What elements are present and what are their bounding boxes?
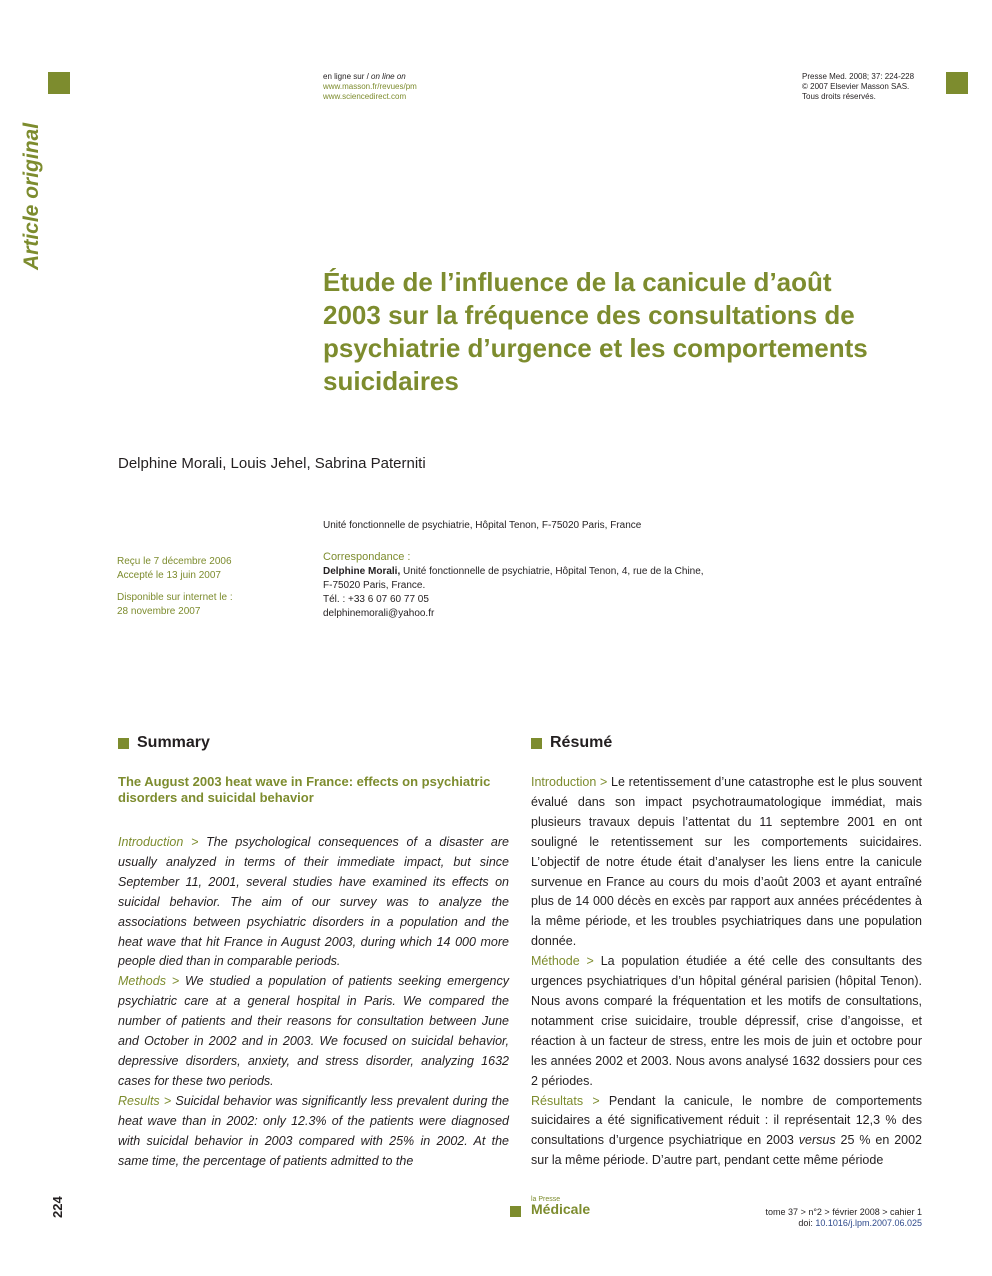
correspondence-address: Unité fonctionnelle de psychiatrie, Hôpital Tenon, 4, rue de la Chine, [400,566,704,577]
resume-resultats [531,1092,922,1172]
section-label: Résultats > [531,1093,600,1108]
resume-heading [531,734,612,752]
online-availability [323,72,417,102]
masson-link[interactable]: www.masson.fr/revues/pm [323,82,417,91]
corner-marker-left [48,72,70,94]
correspondence-block [323,550,753,621]
section-label: Introduction > [531,775,608,789]
accepted-date: Accepté le 13 juin 2007 [117,570,221,581]
summary-results [118,1092,509,1172]
online-date-label: Disponible sur internet le : [117,592,233,603]
doi-label: doi: [798,1218,816,1228]
online-prefix: en ligne sur / [323,72,369,81]
article-dates [117,555,233,619]
logo-square-icon [510,1206,521,1217]
resume-heading-text: Résumé [550,734,613,751]
resume-introduction [531,773,922,952]
paragraph-text: La population étudiée a été celle des consultants des urgences psychiatriques d’un hôpital général parisien (hôpital Tenon). Nous avons comparé la fréquentation et les motifs de consultations, notamment crise suicidaire, trouble dépressif, crise d’angoisse, et réaction à un facteur de stress, entre les mois de juin et octobre pour les années 2002 et 2003. Nous avons analysé 1632 dossiers pour ces 2 périodes. [531,954,923,1088]
correspondence-heading: Correspondance : [323,551,411,563]
section-label: Methods > [118,974,180,989]
article-type-label: Article original [20,122,43,270]
paragraph-text: Le retentissement d’une catastrophe est le plus souvent évalué dans son impact psychotraumatologique immédiat, mais plusieurs travaux depuis l’attentat du 11 septembre 2001 en ont souligné le retentissement sur les comportements suicidaires. L’objectif de notre étude était d’analyser les liens entre la canicule survenue en France au cours du mois d’août 2003 et ayant entraîné plus de 14 000 décès en excès par rapport aux années précédentes à la même période, et les troubles psychiatriques dans une population donnée. [531,775,922,949]
affiliation: Unité fonctionnelle de psychiatrie, Hôpital Tenon, F-75020 Paris, France [323,520,642,531]
paragraph-text: Suicidal behavior was significantly less prevalent during the heat wave than in 2002: only 12.3% of the patients were diagnosed with suicidal behavior in 2003 compared with 25% in 2002. At the same time, the percentage of patients admitted to the [118,1093,509,1168]
paragraph-text: We studied a population of patients seeking emergency psychiatric care at a general hospital in Paris. We compared the number of patients and their reasons for consultation between June and October in 2002 and in 2003. We focused on suicidal behavior, depressive disorders, anxiety, and stress disorder, analyzing 1632 cases for these two periods. [118,974,509,1088]
resume-body [531,773,922,1171]
paragraph-text: 25 % en 2002 sur la même période. D’autre part, pendant cette même période [531,1133,923,1168]
english-title: The August 2003 heat wave in France: effects on psychiatric disorders and suicidal behavior [118,774,491,805]
summary-heading-text: Summary [137,734,210,751]
bullet-square-icon [118,738,129,749]
logo-small-text: la Presse [531,1196,561,1203]
section-label: Results > [118,1093,172,1108]
corner-marker-right [946,72,968,94]
page-number: 224 [50,1196,65,1218]
section-label: Introduction > [118,835,199,849]
section-label: Méthode > [531,954,594,969]
citation-line-3: Tous droits réservés. [802,92,876,101]
correspondence-city: F-75020 Paris, France. [323,580,426,591]
online-label: on line on [371,72,406,81]
summary-introduction [118,833,509,972]
logo-main-text: Médicale [531,1201,591,1217]
correspondence-email[interactable]: delphinemorali@yahoo.fr [323,608,435,619]
issue-info: tome 37 > n°2 > février 2008 > cahier 1 [765,1207,922,1217]
paragraph-text: Pendant la canicule, le nombre de comportements suicidaires a été significativement réduit : il représentait 12,3 % des consultations d’urgence psychiatrique en 2003 [531,1093,922,1148]
journal-citation [802,72,914,102]
correspondence-name: Delphine Morali, [323,566,401,577]
author-list: Delphine Morali, Louis Jehel, Sabrina Paterniti [118,455,426,472]
summary-methods [118,972,509,1091]
doi-link[interactable]: 10.1016/j.lpm.2007.06.025 [815,1218,922,1228]
summary-heading [118,734,210,752]
resume-methode [531,952,922,1091]
correspondence-phone: Tél. : +33 6 07 60 77 05 [323,594,429,605]
bullet-square-icon [531,738,542,749]
citation-line-2: © 2007 Elsevier Masson SAS. [802,82,910,91]
sciencedirect-link[interactable]: www.sciencedirect.com [323,92,407,101]
online-date: 28 novembre 2007 [117,606,201,617]
article-title: Étude de l’influence de la canicule d’août 2003 sur la fréquence des consultations de psychiatrie d’urgence et les comportements suicidaires [323,267,868,396]
received-date: Reçu le 7 décembre 2006 [117,556,232,567]
versus-word: versus [798,1133,836,1148]
citation-line-1: Presse Med. 2008; 37: 224-228 [802,72,915,81]
paragraph-text: The psychological consequences of a disaster are usually analyzed in terms of their immediate impact, but since September 11, 2001, several studies have examined its effects on suicidal behavior. The aim of our survey was to analyze the associations between psychiatric disorders in a population and the heat wave that hit France in August 2003, during which 14 000 more people died than in comparable periods. [118,835,509,969]
summary-body [118,833,509,1171]
issue-footer [766,1207,922,1229]
